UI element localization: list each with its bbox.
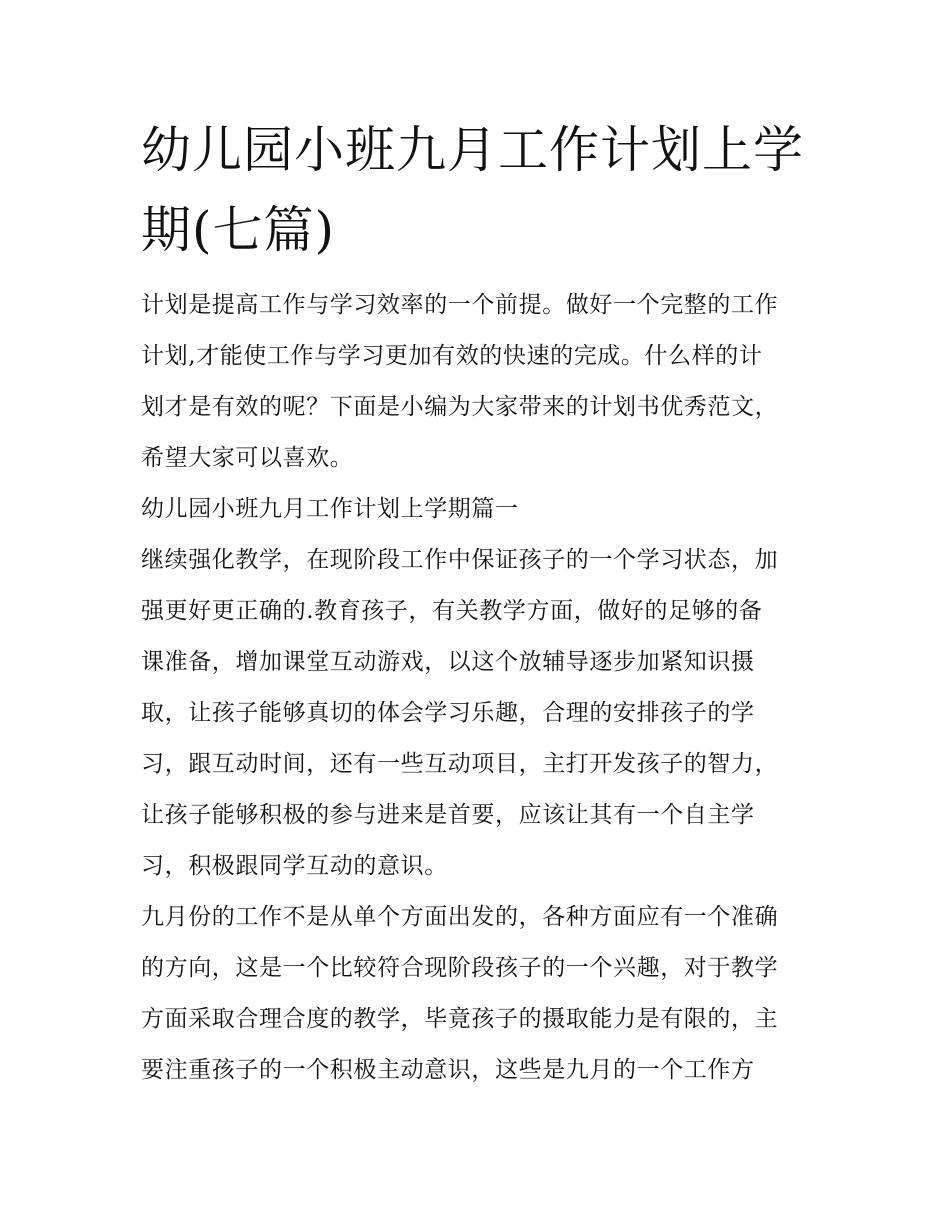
text-line: 计划,才能使工作与学习更加有效的快速的完成。什么样的计 [141,343,763,369]
text-line: 让孩子能够积极的参与进来是首要，应该让其有一个自主学 [141,802,755,828]
text-line: 的方向，这是一个比较符合现阶段孩子的一个兴趣，对于教学 [141,955,779,981]
document-title [141,110,821,270]
text-line: 习，跟互动时间，还有一些互动项目，主打开发孩子的智力， [141,751,779,777]
text-line: 划才是有效的呢？下面是小编为大家带来的计划书优秀范文， [141,394,779,420]
text-line: 计划是提高工作与学习效率的一个前提。做好一个完整的工作 [141,292,779,318]
text-line: 方面采取合理合度的教学，毕竟孩子的摄取能力是有限的，主 [141,1006,779,1032]
text-line: 取，让孩子能够真切的体会学习乐趣，合理的安排孩子的学 [141,700,755,726]
text-line: 幼儿园小班九月工作计划上学期篇一 [141,496,519,522]
body-paragraph [141,892,821,1096]
body-paragraph [141,535,821,892]
document-body [141,280,821,1096]
text-line: 继续强化教学，在现阶段工作中保证孩子的一个学习状态，加 [141,547,779,573]
text-line: 希望大家可以喜欢。 [141,445,354,471]
title-line: 幼儿园小班九月工作计划上学 [141,121,804,179]
title-line: 期(七篇) [141,201,336,259]
text-line: 强更好更正确的.教育孩子，有关教学方面，做好的足够的备 [141,598,763,624]
text-line: 九月份的工作不是从单个方面出发的，各种方面应有一个准确 [141,904,779,930]
section-heading [141,484,821,535]
text-line: 课准备，增加课堂互动游戏，以这个放辅导逐步加紧知识摄 [141,649,755,675]
intro-paragraph [141,280,821,484]
text-line: 习，积极跟同学互动的意识。 [141,853,448,879]
text-line: 要注重孩子的一个积极主动意识，这些是九月的一个工作方 [141,1057,755,1083]
